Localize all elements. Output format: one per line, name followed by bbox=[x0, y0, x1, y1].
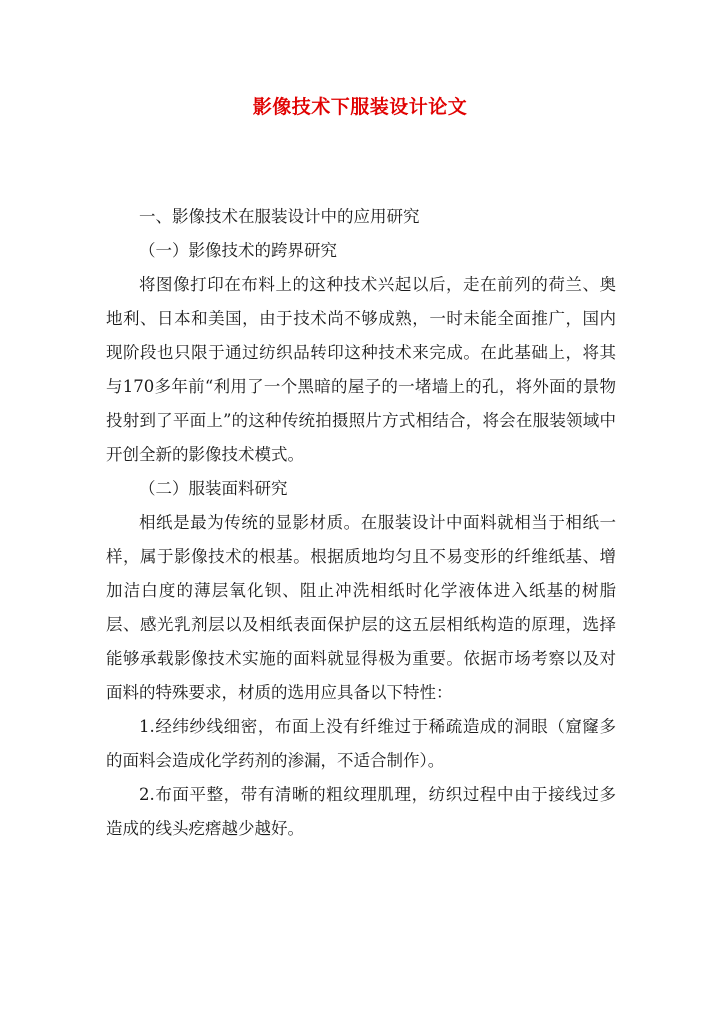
list-item: 2.布面平整，带有清晰的粗纹理肌理，纺织过程中由于接线过多造成的线头疙瘩越少越好。 bbox=[106, 785, 616, 838]
section-heading: 一、影像技术在服装设计中的应用研究 bbox=[139, 207, 420, 226]
list-item: 1.经纬纱线细密，布面上没有纤维过于稀疏造成的洞眼（窟窿多的面料会造成化学药剂的渗漏，不适合制作）。 bbox=[106, 717, 616, 770]
document-title: 影像技术下服装设计论文 bbox=[252, 96, 468, 118]
subsection-heading: （一）影像技术的跨界研究 bbox=[139, 241, 337, 260]
paragraph: 将图像打印在布料上的这种技术兴起以后，走在前列的荷兰、奥地利、日本和美国，由于技术尚不够成熟，一时未能全面推广，国内现阶段也只限于通过纺织品转印这种技术来完成。在此基础上，将其与170多年前“利用了一个黑暗的屋子的一堵墙上的孔，将外面的景物投射到了平面上”的这种传统拍摄照片方式相结合，将会在服装领域中开创全新的影像技术模式。 bbox=[106, 275, 616, 464]
subsection-heading: （二）服装面料研究 bbox=[139, 479, 288, 498]
paragraph: 相纸是最为传统的显影材质。在服装设计中面料就相当于相纸一样，属于影像技术的根基。根据质地均匀且不易变形的纤维纸基、增加洁白度的薄层氧化钡、阻止冲洗相纸时化学液体进入纸基的树脂层、感光乳剂层以及相纸表面保护层的这五层相纸构造的原理，选择能够承载影像技术实施的面料就显得极为重要。依据市场考察以及对面料的特殊要求，材质的选用应具备以下特性： bbox=[106, 513, 616, 702]
document-body bbox=[106, 200, 616, 846]
